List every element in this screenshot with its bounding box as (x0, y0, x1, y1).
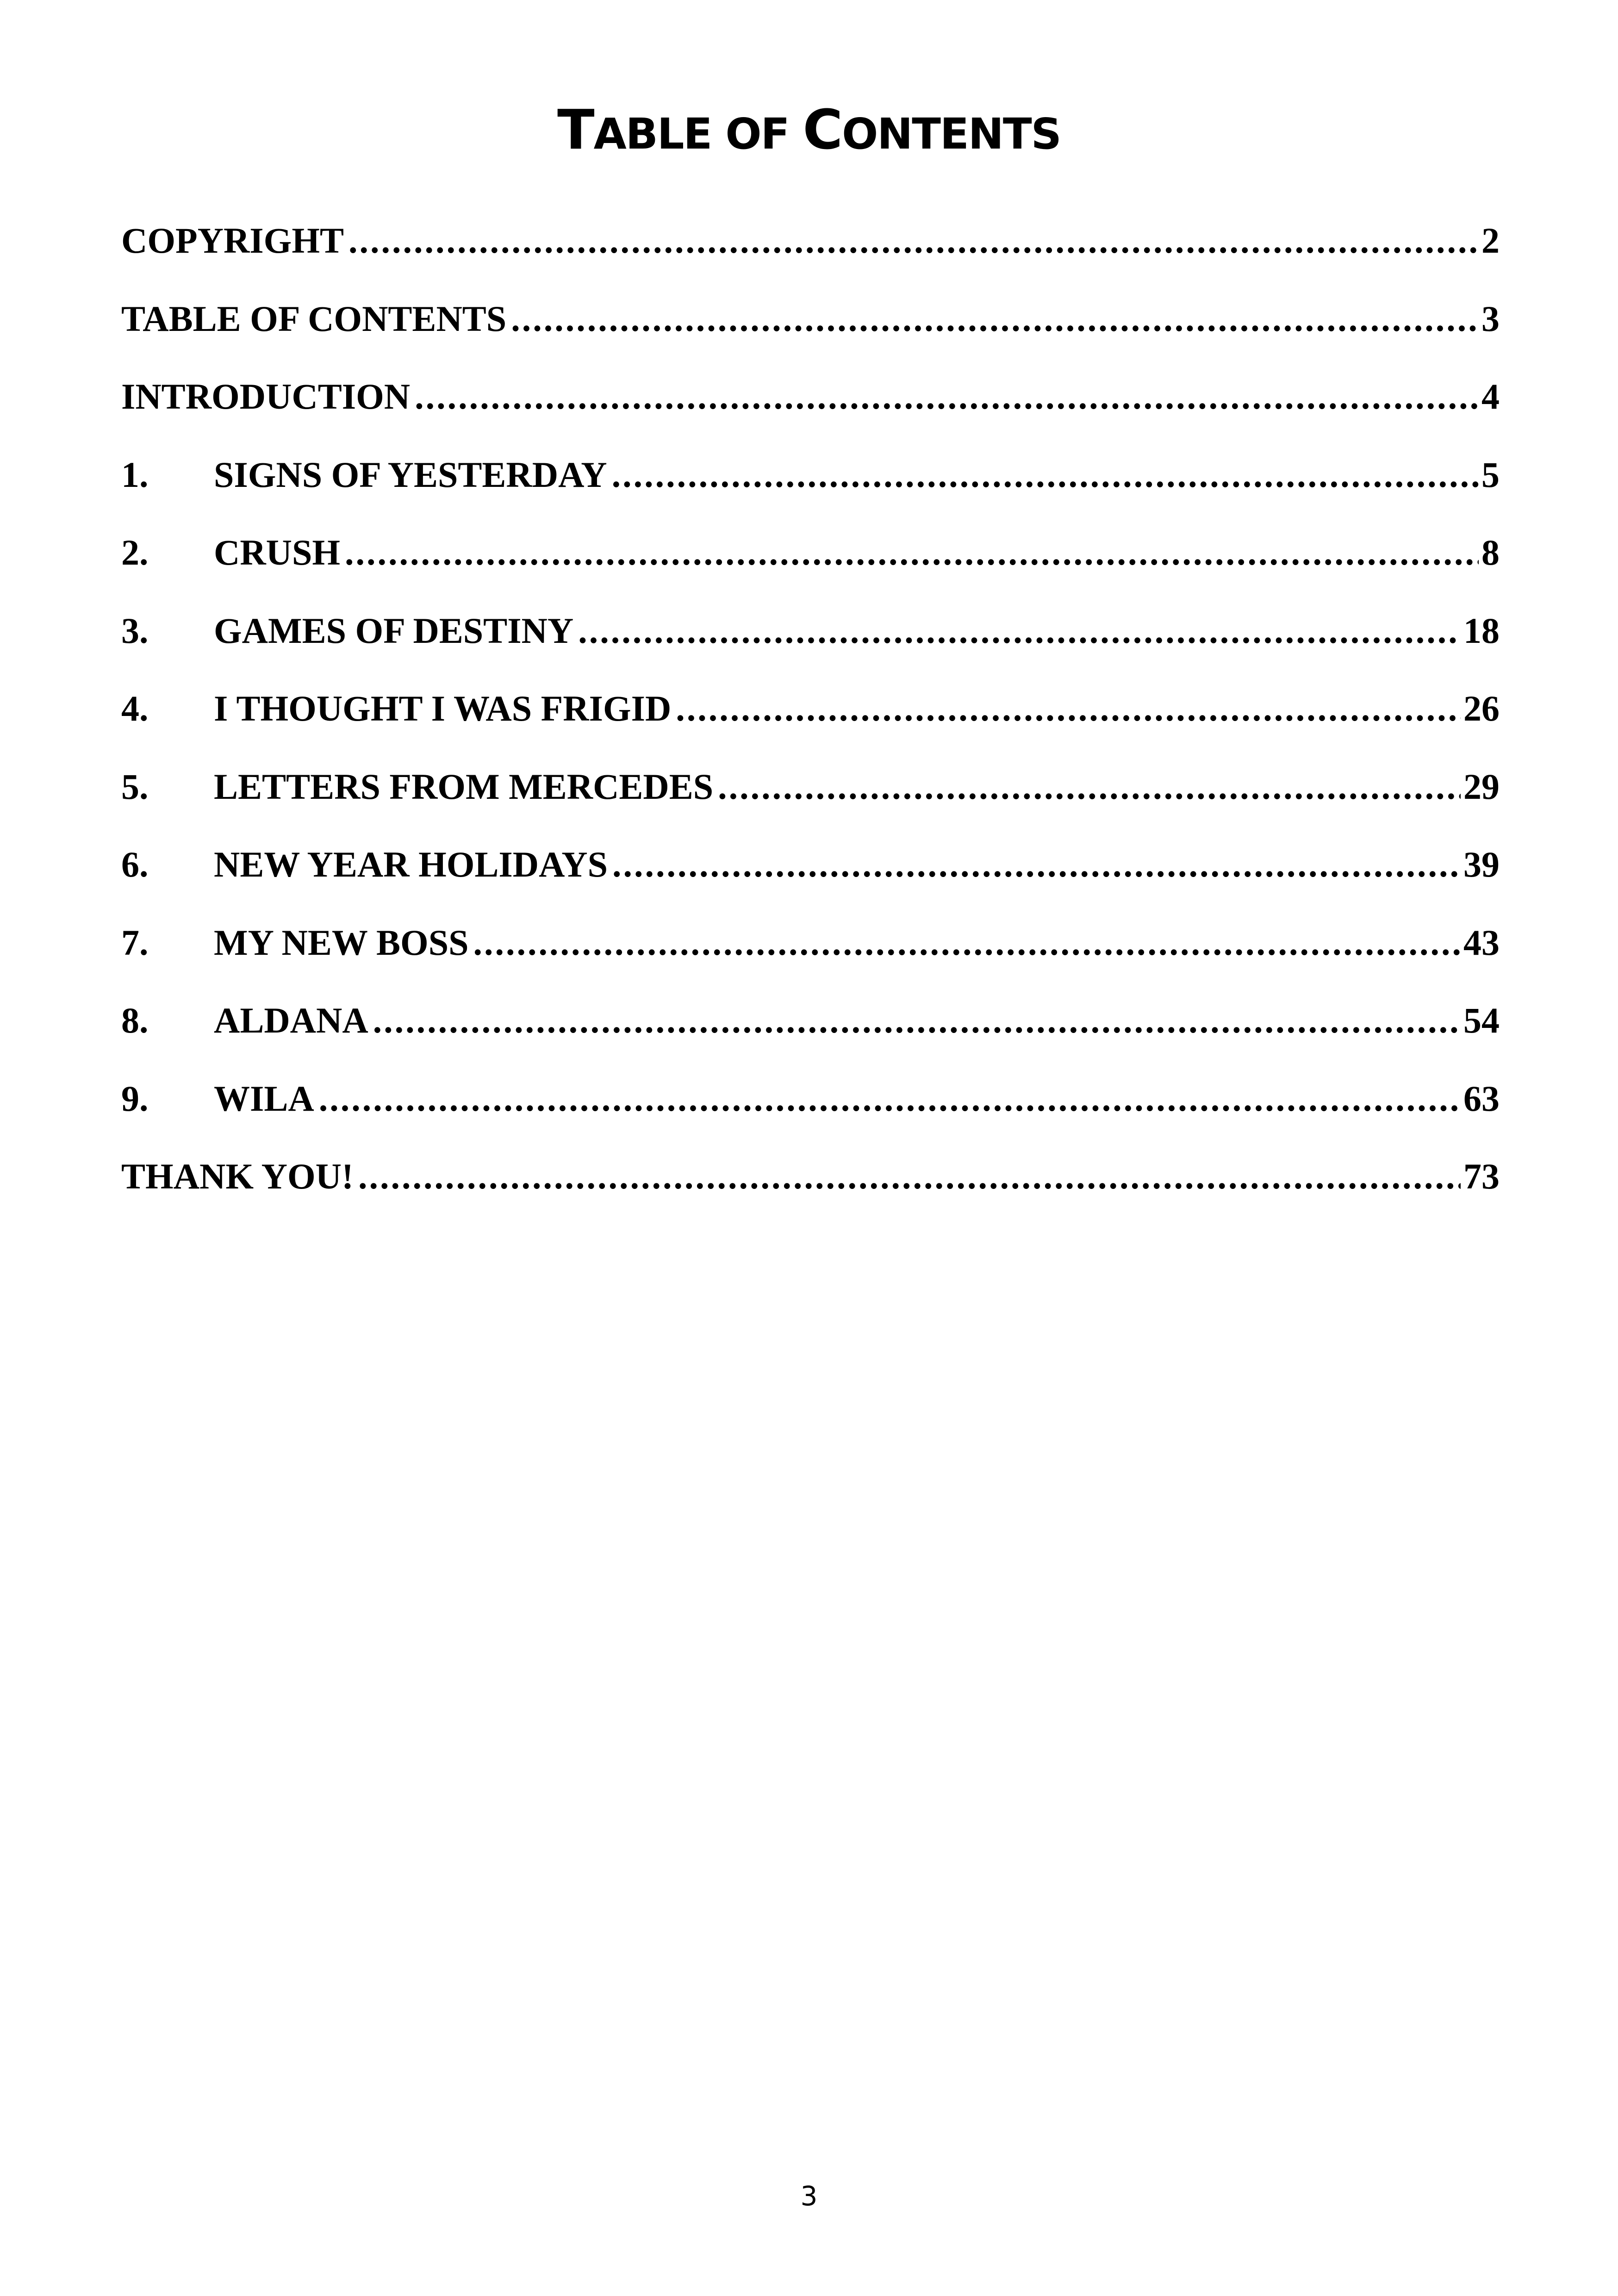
toc-entry-title: SIGNS OF YESTERDAY (214, 454, 607, 495)
toc-entry-title: NEW YEAR HOLIDAYS (214, 844, 608, 884)
toc-entry-title: INTRODUCTION (121, 376, 411, 417)
toc-entry-number: 7. (121, 922, 149, 963)
toc-entry-page: 8 (1481, 532, 1500, 572)
toc-entry-page: 18 (1463, 610, 1500, 651)
dot-leader (415, 369, 1479, 424)
toc-entry-page: 54 (1463, 1000, 1500, 1040)
toc-entry-page: 26 (1463, 688, 1500, 728)
toc-entry-page: 5 (1481, 454, 1500, 495)
toc-entry-number: 2. (121, 532, 149, 572)
dot-leader (511, 291, 1479, 347)
toc-entry-page: 73 (1463, 1156, 1500, 1196)
toc-entry-page: 63 (1463, 1078, 1500, 1119)
toc-entry-table-of-contents[interactable] (121, 291, 1500, 369)
toc-entry-number: 6. (121, 844, 149, 884)
toc-entry-number: 4. (121, 688, 149, 728)
title-rest-2: ONTENTS (842, 109, 1061, 159)
title-initial-c: C (803, 98, 842, 162)
toc-entry-title: I THOUGHT I WAS FRIGID (214, 688, 672, 728)
dot-leader (373, 993, 1461, 1048)
toc-entry-chapter-2[interactable] (121, 525, 1500, 603)
toc-entry-chapter-8[interactable] (121, 993, 1500, 1071)
title-initial-t: T (557, 98, 594, 162)
toc-entry-title: TABLE OF CONTENTS (121, 298, 507, 339)
toc-entry-title: LETTERS FROM MERCEDES (214, 766, 714, 807)
toc-entry-chapter-7[interactable] (121, 915, 1500, 993)
toc-entry-thank-you[interactable] (121, 1149, 1500, 1227)
toc-entry-number: 1. (121, 454, 149, 495)
dot-leader (358, 1149, 1461, 1204)
toc-entry-introduction[interactable] (121, 369, 1500, 447)
dot-leader (348, 213, 1479, 268)
dot-leader (473, 915, 1461, 971)
toc-entry-number: 8. (121, 1000, 149, 1040)
toc-entry-chapter-3[interactable] (121, 603, 1500, 681)
dot-leader (612, 837, 1461, 892)
dot-leader (345, 525, 1479, 580)
table-of-contents (121, 213, 1500, 1227)
toc-entry-chapter-1[interactable] (121, 447, 1500, 525)
dot-leader (676, 681, 1461, 736)
toc-entry-page: 4 (1481, 376, 1500, 417)
toc-entry-title: ALDANA (214, 1000, 368, 1040)
title-rest-1: ABLE OF (593, 109, 803, 159)
dot-leader (319, 1071, 1461, 1126)
toc-entry-chapter-9[interactable] (121, 1071, 1500, 1149)
toc-entry-chapter-5[interactable] (121, 759, 1500, 837)
page-title (0, 95, 1618, 169)
toc-entry-number: 3. (121, 610, 149, 651)
toc-entry-page: 43 (1463, 922, 1500, 963)
dot-leader (718, 759, 1461, 815)
toc-entry-number: 5. (121, 766, 149, 807)
toc-entry-copyright[interactable] (121, 213, 1500, 291)
dot-leader (578, 603, 1461, 659)
toc-entry-title: THANK YOU! (121, 1156, 354, 1196)
toc-entry-page: 2 (1481, 220, 1500, 261)
page-number: 3 (800, 2180, 818, 2212)
toc-entry-title: WILA (214, 1078, 314, 1119)
toc-entry-title: CRUSH (214, 532, 341, 572)
toc-entry-number: 9. (121, 1078, 149, 1119)
dot-leader (612, 447, 1479, 503)
toc-entry-page: 3 (1481, 298, 1500, 339)
toc-entry-page: 29 (1463, 766, 1500, 807)
toc-entry-title: GAMES OF DESTINY (214, 610, 574, 651)
toc-entry-title: COPYRIGHT (121, 220, 344, 261)
toc-entry-title: MY NEW BOSS (214, 922, 469, 963)
toc-entry-page: 39 (1463, 844, 1500, 884)
toc-entry-chapter-6[interactable] (121, 837, 1500, 915)
toc-entry-chapter-4[interactable] (121, 681, 1500, 759)
